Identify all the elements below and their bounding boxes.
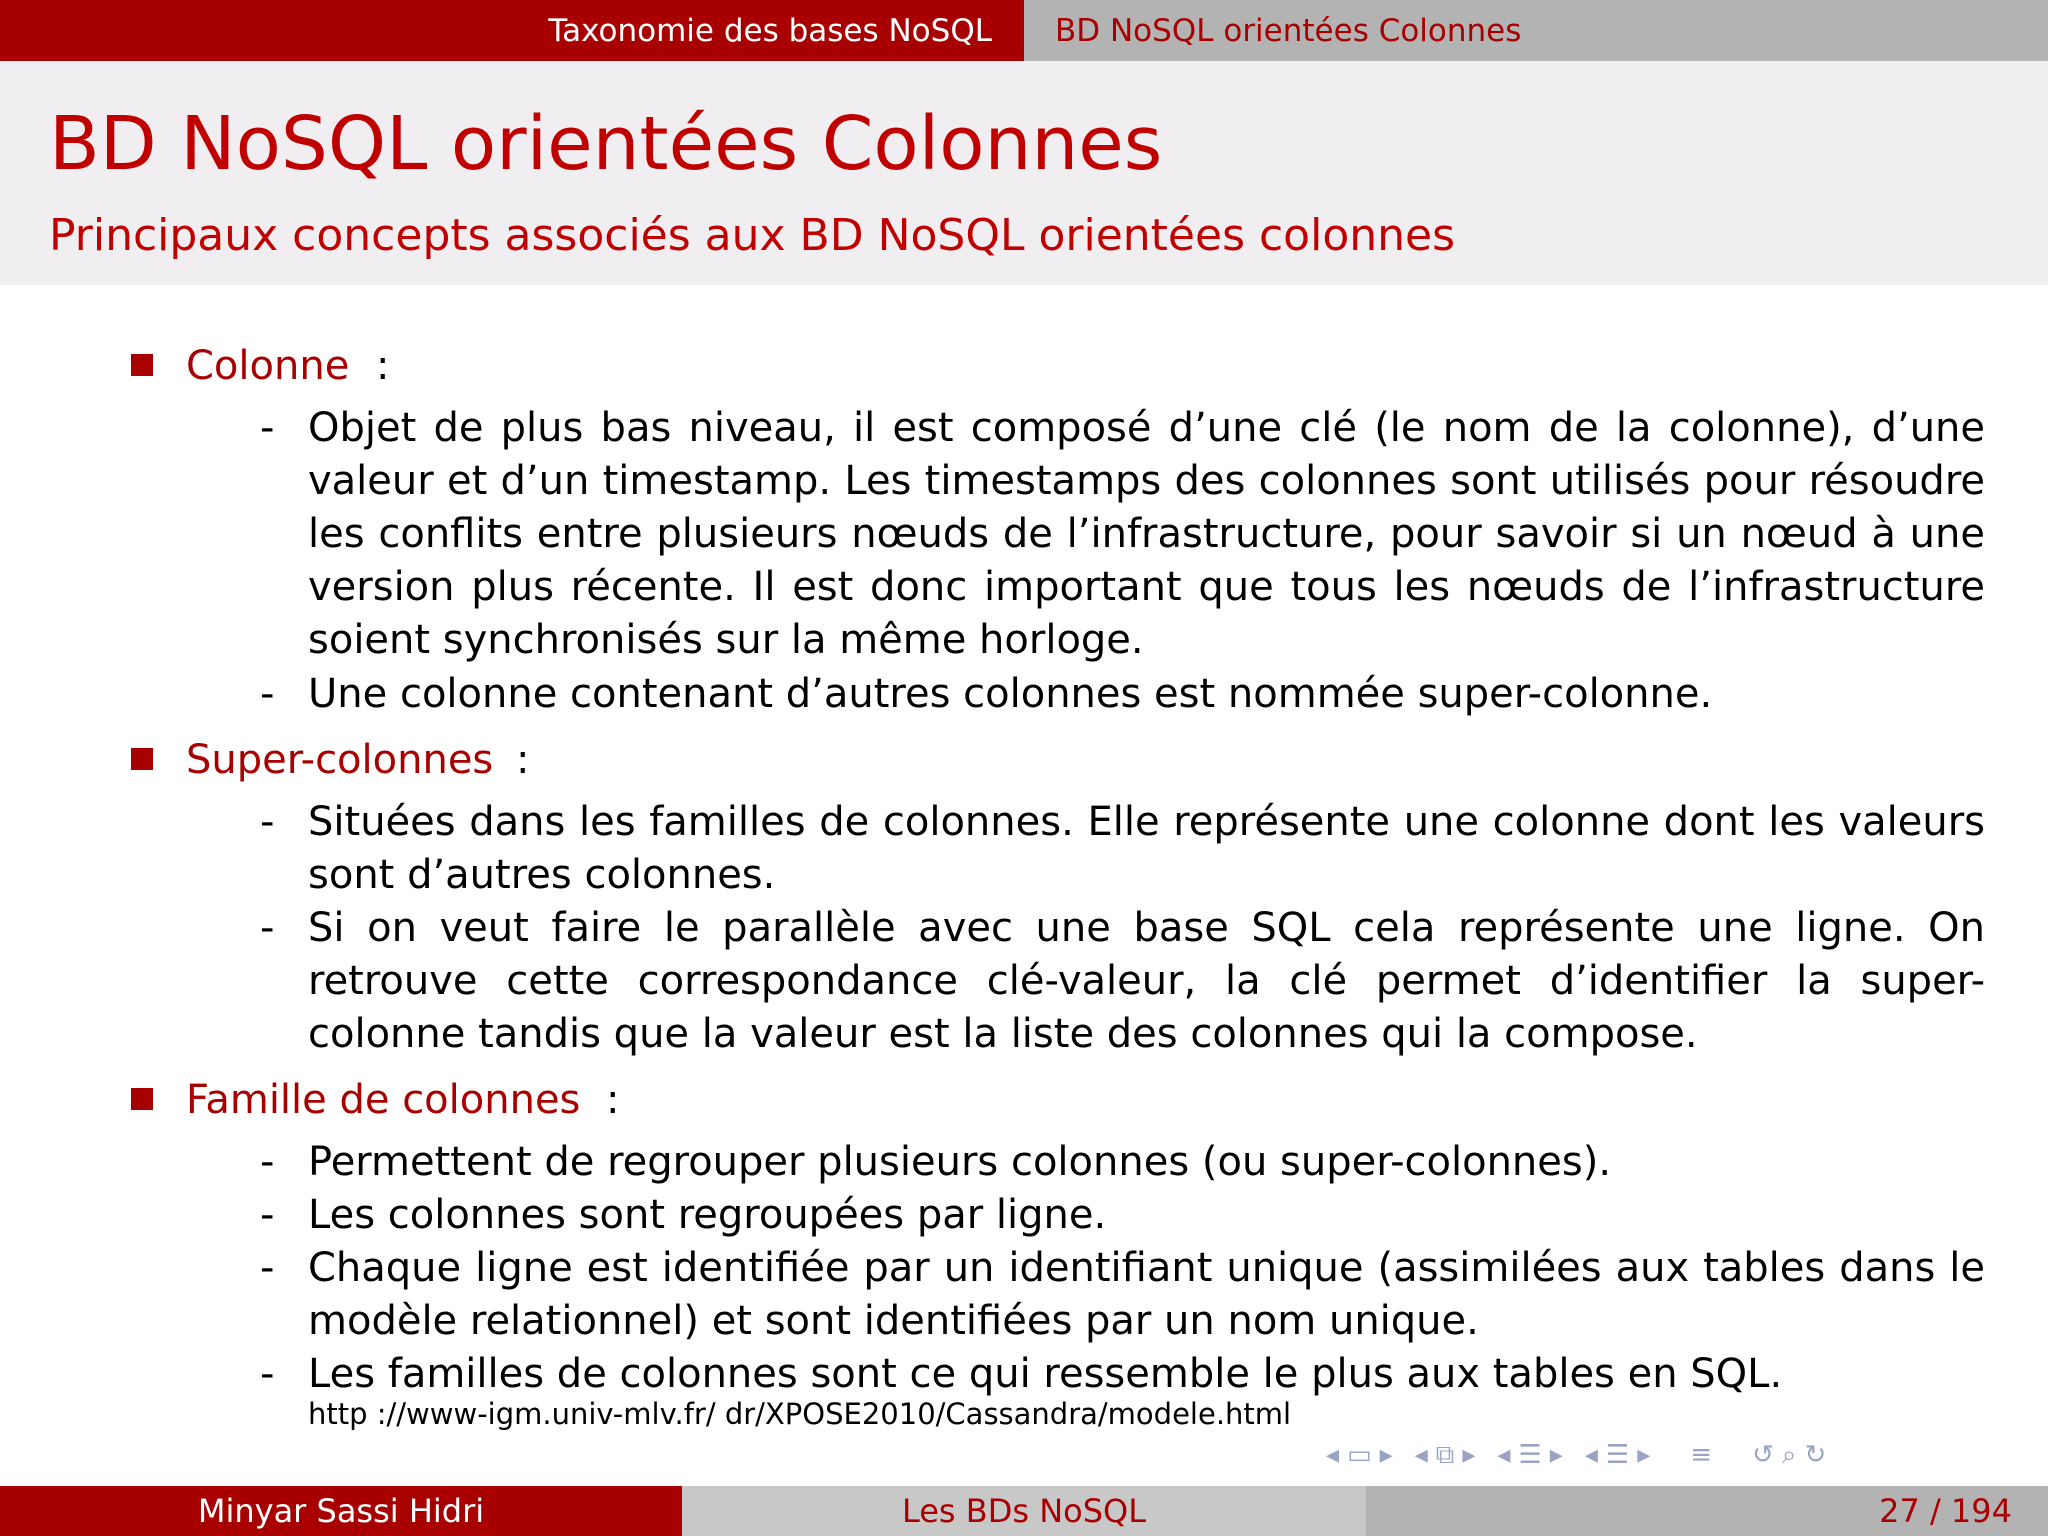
- subitem-dash: -: [260, 799, 275, 845]
- nav-section-link[interactable]: Taxonomie des bases NoSQL: [0, 0, 1024, 61]
- footer-page-number: 27 / 194: [1366, 1486, 2048, 1536]
- presentation-icon[interactable]: ☰: [1605, 1440, 1630, 1470]
- subitem-dash: -: [260, 405, 275, 451]
- frame-box-icon[interactable]: ▭: [1347, 1440, 1372, 1470]
- item-term: Super-colonnes: [186, 737, 494, 783]
- frame-title-block: [0, 61, 2048, 285]
- search-icon[interactable]: ⌕: [1781, 1439, 1797, 1470]
- top-navigation-bar: [0, 0, 2048, 61]
- footer-bar: [0, 1486, 2048, 1536]
- footer-author: Minyar Sassi Hidri: [0, 1486, 682, 1536]
- subitem-dash: -: [260, 1139, 275, 1185]
- subitem-text: Si on veut faire le parallèle avec une base SQL cela représente une ligne. On retrouve cette correspondance clé-valeur, la clé permet d’identifier la super-colonne tandis que la valeur est la liste des colonnes qui la compose.: [308, 905, 1985, 1057]
- nav-subsection-link[interactable]: BD NoSQL orientées Colonnes: [1024, 0, 2048, 61]
- subitem-dash: -: [260, 1351, 275, 1397]
- item-term: Colonne: [186, 343, 350, 389]
- arrow-right-icon[interactable]: ▸: [1637, 1440, 1651, 1470]
- redo-icon[interactable]: ↻: [1804, 1440, 1827, 1470]
- subitem-text: Chaque ligne est identifiée par un identifiant unique (assimilées aux tables dans le modèle relationnel) et sont identifiées par un nom unique.: [308, 1245, 1985, 1344]
- bullet-square: [131, 354, 153, 376]
- subitem-text: Les colonnes sont regroupées par ligne.: [308, 1192, 1107, 1238]
- arrow-right-icon[interactable]: ▸: [1379, 1440, 1393, 1470]
- arrow-left-icon[interactable]: ◂: [1584, 1440, 1598, 1470]
- subsection-icon[interactable]: ⧉: [1435, 1439, 1455, 1470]
- subitem-dash: -: [260, 671, 275, 717]
- arrow-left-icon[interactable]: ◂: [1414, 1440, 1428, 1470]
- frame-title: BD NoSQL orientées Colonnes: [49, 101, 1163, 187]
- undo-icon[interactable]: ↺: [1752, 1440, 1774, 1470]
- item-colon: :: [516, 737, 530, 783]
- arrow-right-icon[interactable]: ▸: [1549, 1440, 1563, 1470]
- reference-url: http ://www-igm.univ-mlv.fr/ dr/XPOSE2010/Cassandra/modele.html: [308, 1397, 1292, 1431]
- subitem-text: Les familles de colonnes sont ce qui ressemble le plus aux tables en SQL.: [308, 1351, 1783, 1397]
- item-colon: :: [606, 1077, 620, 1123]
- subitem-text: Permettent de regrouper plusieurs colonnes (ou super-colonnes).: [308, 1139, 1612, 1185]
- align-icon[interactable]: ≡: [1690, 1440, 1713, 1470]
- section-icon[interactable]: ☰: [1518, 1440, 1542, 1470]
- subitem-text: Une colonne contenant d’autres colonnes est nommée super-colonne.: [308, 671, 1713, 717]
- item-colon: :: [376, 343, 390, 389]
- beamer-navigation-symbols: [1326, 1440, 1834, 1470]
- bullet-square: [131, 748, 153, 770]
- subitem-text: Objet de plus bas niveau, il est composé d’une clé (le nom de la colonne), d’une valeur et d’un timestamp. Les timestamps des colonnes sont utilisés pour résoudre les conflits entre plusieurs nœuds de l’infrastructure, pour savoir si un nœud à une version plus récente. Il est donc important que tous les nœuds de l’infrastructure soient synchronisés sur la même horloge.: [308, 405, 1985, 663]
- arrow-left-icon[interactable]: ◂: [1326, 1440, 1340, 1470]
- subitem-dash: -: [260, 905, 275, 951]
- subitem-text: Situées dans les familles de colonnes. Elle représente une colonne dont les valeurs sont d’autres colonnes.: [308, 799, 1985, 898]
- subitem-dash: -: [260, 1245, 275, 1291]
- arrow-right-icon[interactable]: ▸: [1462, 1440, 1476, 1470]
- footer-short-title: Les BDs NoSQL: [682, 1486, 1366, 1536]
- subitem-dash: -: [260, 1192, 275, 1238]
- item-term: Famille de colonnes: [186, 1077, 581, 1123]
- arrow-left-icon[interactable]: ◂: [1497, 1440, 1511, 1470]
- frame-subtitle: Principaux concepts associés aux BD NoSQL orientées colonnes: [49, 210, 1456, 261]
- bullet-square: [131, 1088, 153, 1110]
